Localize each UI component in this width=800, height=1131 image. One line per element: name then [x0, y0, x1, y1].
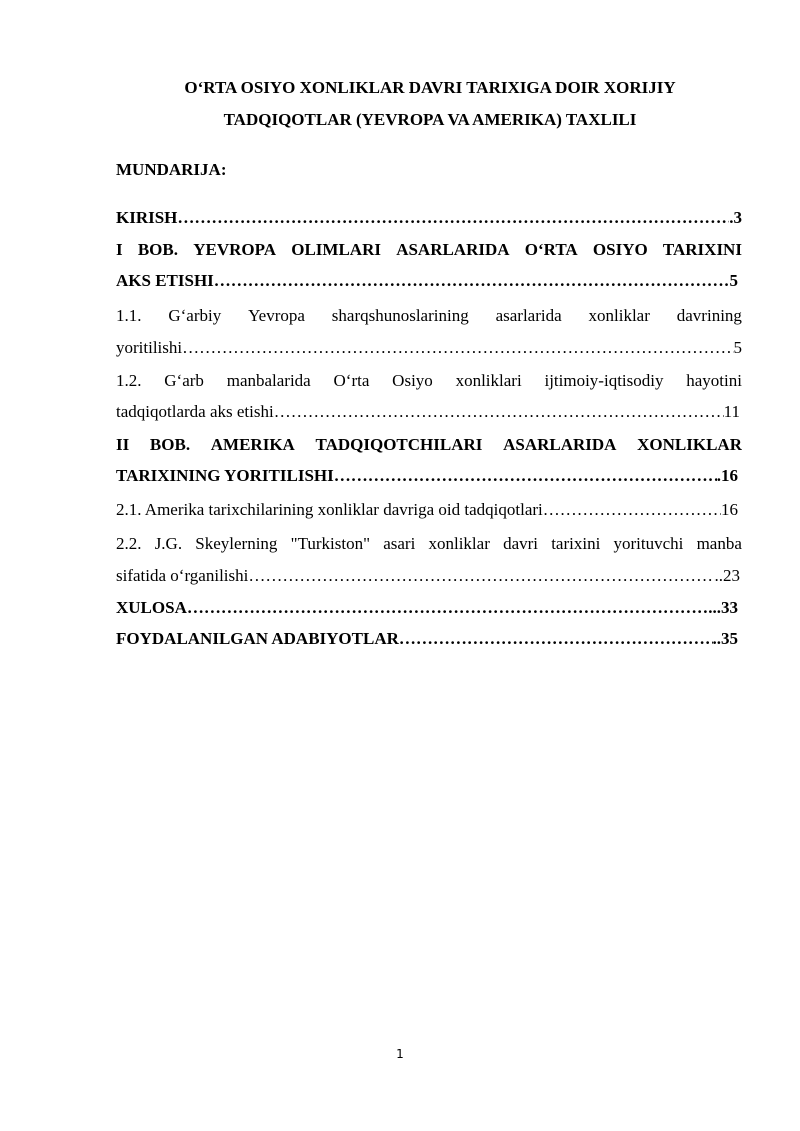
toc-label: sifatida o‘rganilishi: [116, 566, 249, 585]
toc-entry-2-2-line2[interactable]: [116, 566, 742, 586]
toc-word: II: [116, 435, 130, 454]
toc-word: XONLIKLAR: [637, 435, 742, 454]
toc-label: XULOSA: [116, 598, 187, 617]
toc-entry-xulosa[interactable]: [116, 598, 742, 618]
toc-label: KIRISH: [116, 208, 178, 227]
toc-word: G‘arb: [164, 371, 204, 390]
toc-word: sharqshunoslarining: [331, 306, 469, 325]
toc-word: davri: [503, 534, 538, 553]
toc-word: 1.2.: [116, 371, 142, 390]
page-number: 1: [396, 1047, 404, 1061]
toc-leader-dots: [182, 338, 733, 358]
toc-leader-dots: [214, 271, 730, 291]
toc-entry-1-1-line2[interactable]: [116, 338, 742, 358]
toc-word: ASARLARIDA: [396, 240, 510, 259]
toc-word: manbalarida: [226, 371, 311, 390]
toc-label: FOYDALANILGAN ADABIYOTLAR: [116, 629, 399, 648]
document-title-line-2: TADQIQOTLAR (YEVROPA VA AMERIKA) TAXLILI: [223, 110, 637, 129]
toc-leader-dots: [399, 629, 713, 649]
toc-leader-dots: [334, 466, 717, 486]
toc-entry-bob1-line2[interactable]: [116, 271, 742, 291]
toc-word: xonliklari: [455, 371, 522, 390]
toc-word: OSIYO: [592, 240, 648, 259]
toc-word: Skeylerning: [195, 534, 278, 553]
toc-word: asari: [383, 534, 416, 553]
toc-word: ASARLARIDA: [503, 435, 617, 454]
toc-word: BOB.: [137, 240, 178, 259]
toc-entry-2-2-line1[interactable]: [116, 534, 742, 554]
toc-label: TARIXINING YORITILISHI: [116, 466, 334, 485]
toc-word: J.G.: [154, 534, 183, 553]
toc-entry-1-2-line2[interactable]: [116, 402, 742, 422]
toc-word: G‘arbiy: [168, 306, 222, 325]
toc-leader-dots: [187, 598, 708, 618]
toc-word: "Turkiston": [290, 534, 371, 553]
toc-entry-2-1[interactable]: [116, 500, 742, 520]
toc-label: AKS ETISHI: [116, 271, 214, 290]
toc-word: asarlarida: [495, 306, 562, 325]
toc-word: AMERIKA: [210, 435, 295, 454]
toc-label: tadqiqotlarda aks etishi: [116, 402, 274, 421]
toc-word: manba: [696, 534, 742, 553]
toc-entry-1-1-line1[interactable]: [116, 306, 742, 326]
toc-word: hayotini: [686, 371, 742, 390]
contents-heading: MUNDARIJA:: [116, 160, 227, 179]
toc-word: O‘rta: [333, 371, 370, 390]
toc-word: Yevropa: [248, 306, 305, 325]
toc-word: O‘RTA: [524, 240, 578, 259]
toc-label: yoritilishi: [116, 338, 183, 357]
toc-entry-adabiyotlar[interactable]: [116, 629, 742, 649]
toc-entry-kirish[interactable]: [116, 208, 742, 228]
toc-entry-bob2-line1[interactable]: [116, 435, 742, 455]
toc-word: TADQIQOTCHILARI: [315, 435, 483, 454]
toc-page-number: ..35: [712, 629, 738, 648]
toc-entry-bob1-line1[interactable]: [116, 240, 742, 260]
toc-word: 1.1.: [116, 306, 142, 325]
toc-word: TARIXINI: [662, 240, 742, 259]
toc-word: xonliklar: [588, 306, 650, 325]
toc-word: YEVROPA: [193, 240, 277, 259]
toc-word: ijtimoiy-iqtisodiy: [544, 371, 664, 390]
toc-leader-dots: [543, 500, 721, 520]
toc-page-number: 5: [733, 338, 742, 357]
toc-leader-dots: [177, 208, 729, 228]
toc-leader-dots: [248, 566, 714, 586]
toc-page-number: 11: [723, 402, 740, 421]
toc-entry-1-2-line1[interactable]: [116, 371, 742, 391]
toc-page-number: .3: [729, 208, 742, 227]
toc-page-number: ...33: [708, 598, 738, 617]
toc-word: tarixini: [551, 534, 601, 553]
toc-word: davrining: [676, 306, 742, 325]
toc-word: Osiyo: [392, 371, 433, 390]
toc-word: yorituvchi: [613, 534, 684, 553]
toc-leader-dots: [274, 402, 724, 422]
toc-page-number: 16: [721, 500, 738, 519]
toc-word: OLIMLARI: [291, 240, 381, 259]
toc-word: I: [116, 240, 123, 259]
toc-word: xonliklar: [428, 534, 490, 553]
document-title-line-1: O‘RTA OSIYO XONLIKLAR DAVRI TARIXIGA DOIR XORIJIY: [184, 78, 676, 97]
toc-page-number: 5: [729, 271, 738, 290]
toc-word: 2.2.: [116, 534, 142, 553]
toc-page-number: .16: [716, 466, 738, 485]
toc-entry-bob2-line2[interactable]: [116, 466, 742, 486]
toc-word: BOB.: [149, 435, 191, 454]
toc-label: 2.1. Amerika tarixchilarining xonliklar davriga oid tadqiqotlari: [116, 500, 543, 519]
toc-page-number: ..23: [714, 566, 740, 585]
